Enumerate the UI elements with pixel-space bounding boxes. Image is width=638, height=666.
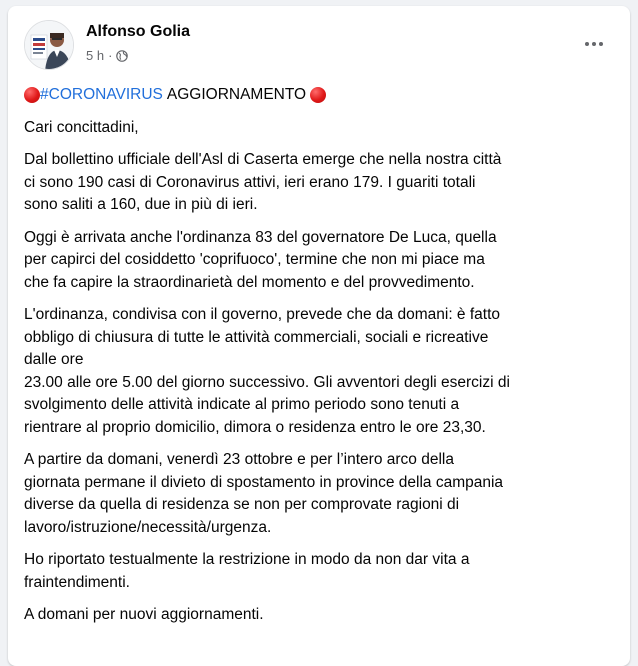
post-card [8,6,630,666]
paragraph-5: Ho riportato testualmente la restrizione in modo da non dar vita a fraintendimenti. [24,551,470,591]
globe-icon[interactable] [116,50,128,62]
red-circle-icon [24,87,40,103]
post-header [24,18,614,74]
avatar-image [25,21,74,70]
paragraph-1: Dal bollettino ufficiale dell'Asl di Caserta emerge che nella nostra città ci sono 190 casi di Coronavirus attivi, ieri erano 179. I guariti totali sono saliti a 160, due in più di ieri. [24,151,502,213]
hashtag-link[interactable]: #CORONAVIRUS [40,86,163,103]
post-time[interactable]: 5 h [86,48,105,63]
paragraph-6: A domani per nuovi aggiornamenti. [24,606,264,623]
author-name[interactable]: Alfonso Golia [86,23,190,40]
paragraph-2: Oggi è arrivata anche l'ordinanza 83 del governatore De Luca, quella per capirci del cosiddetto 'coprifuoco', termine che non mi piace ma che fa capire la straordinarietà del momento e del provvedimento. [24,228,497,291]
headline-text: AGGIORNAMENTO [166,86,307,103]
greeting: Cari concittadini, [24,118,139,136]
post-meta [86,48,128,64]
paragraph-3: L'ordinanza, condivisa con il governo, prevede che da domani: è fatto obbligo di chiusura di tutte le attività commerciali, sociali e ricreative dalle ore 23.00 alle ore 5.00 del giorno successivo. Gli avventori degli esercizi di svolgimento delle attività indicate al primo periodo sono tenuti a rientrare al proprio domicilio, dimora o residenza entro le ore 23,30. [24,306,510,436]
red-circle-icon [310,87,326,103]
meta-separator: · [108,48,113,63]
post-body [24,84,620,637]
post-headline [24,84,620,107]
more-options-icon[interactable] [578,30,610,58]
paragraph-4: A partire da domani, venerdì 23 ottobre e per l’intero arco della giornata permane il divieto di spostamento in province della campania diverse da quella di residenza se non per comprovate ragioni di lavoro/istruzione/necessità/urgenza. [24,451,504,536]
author-avatar[interactable] [24,20,74,70]
